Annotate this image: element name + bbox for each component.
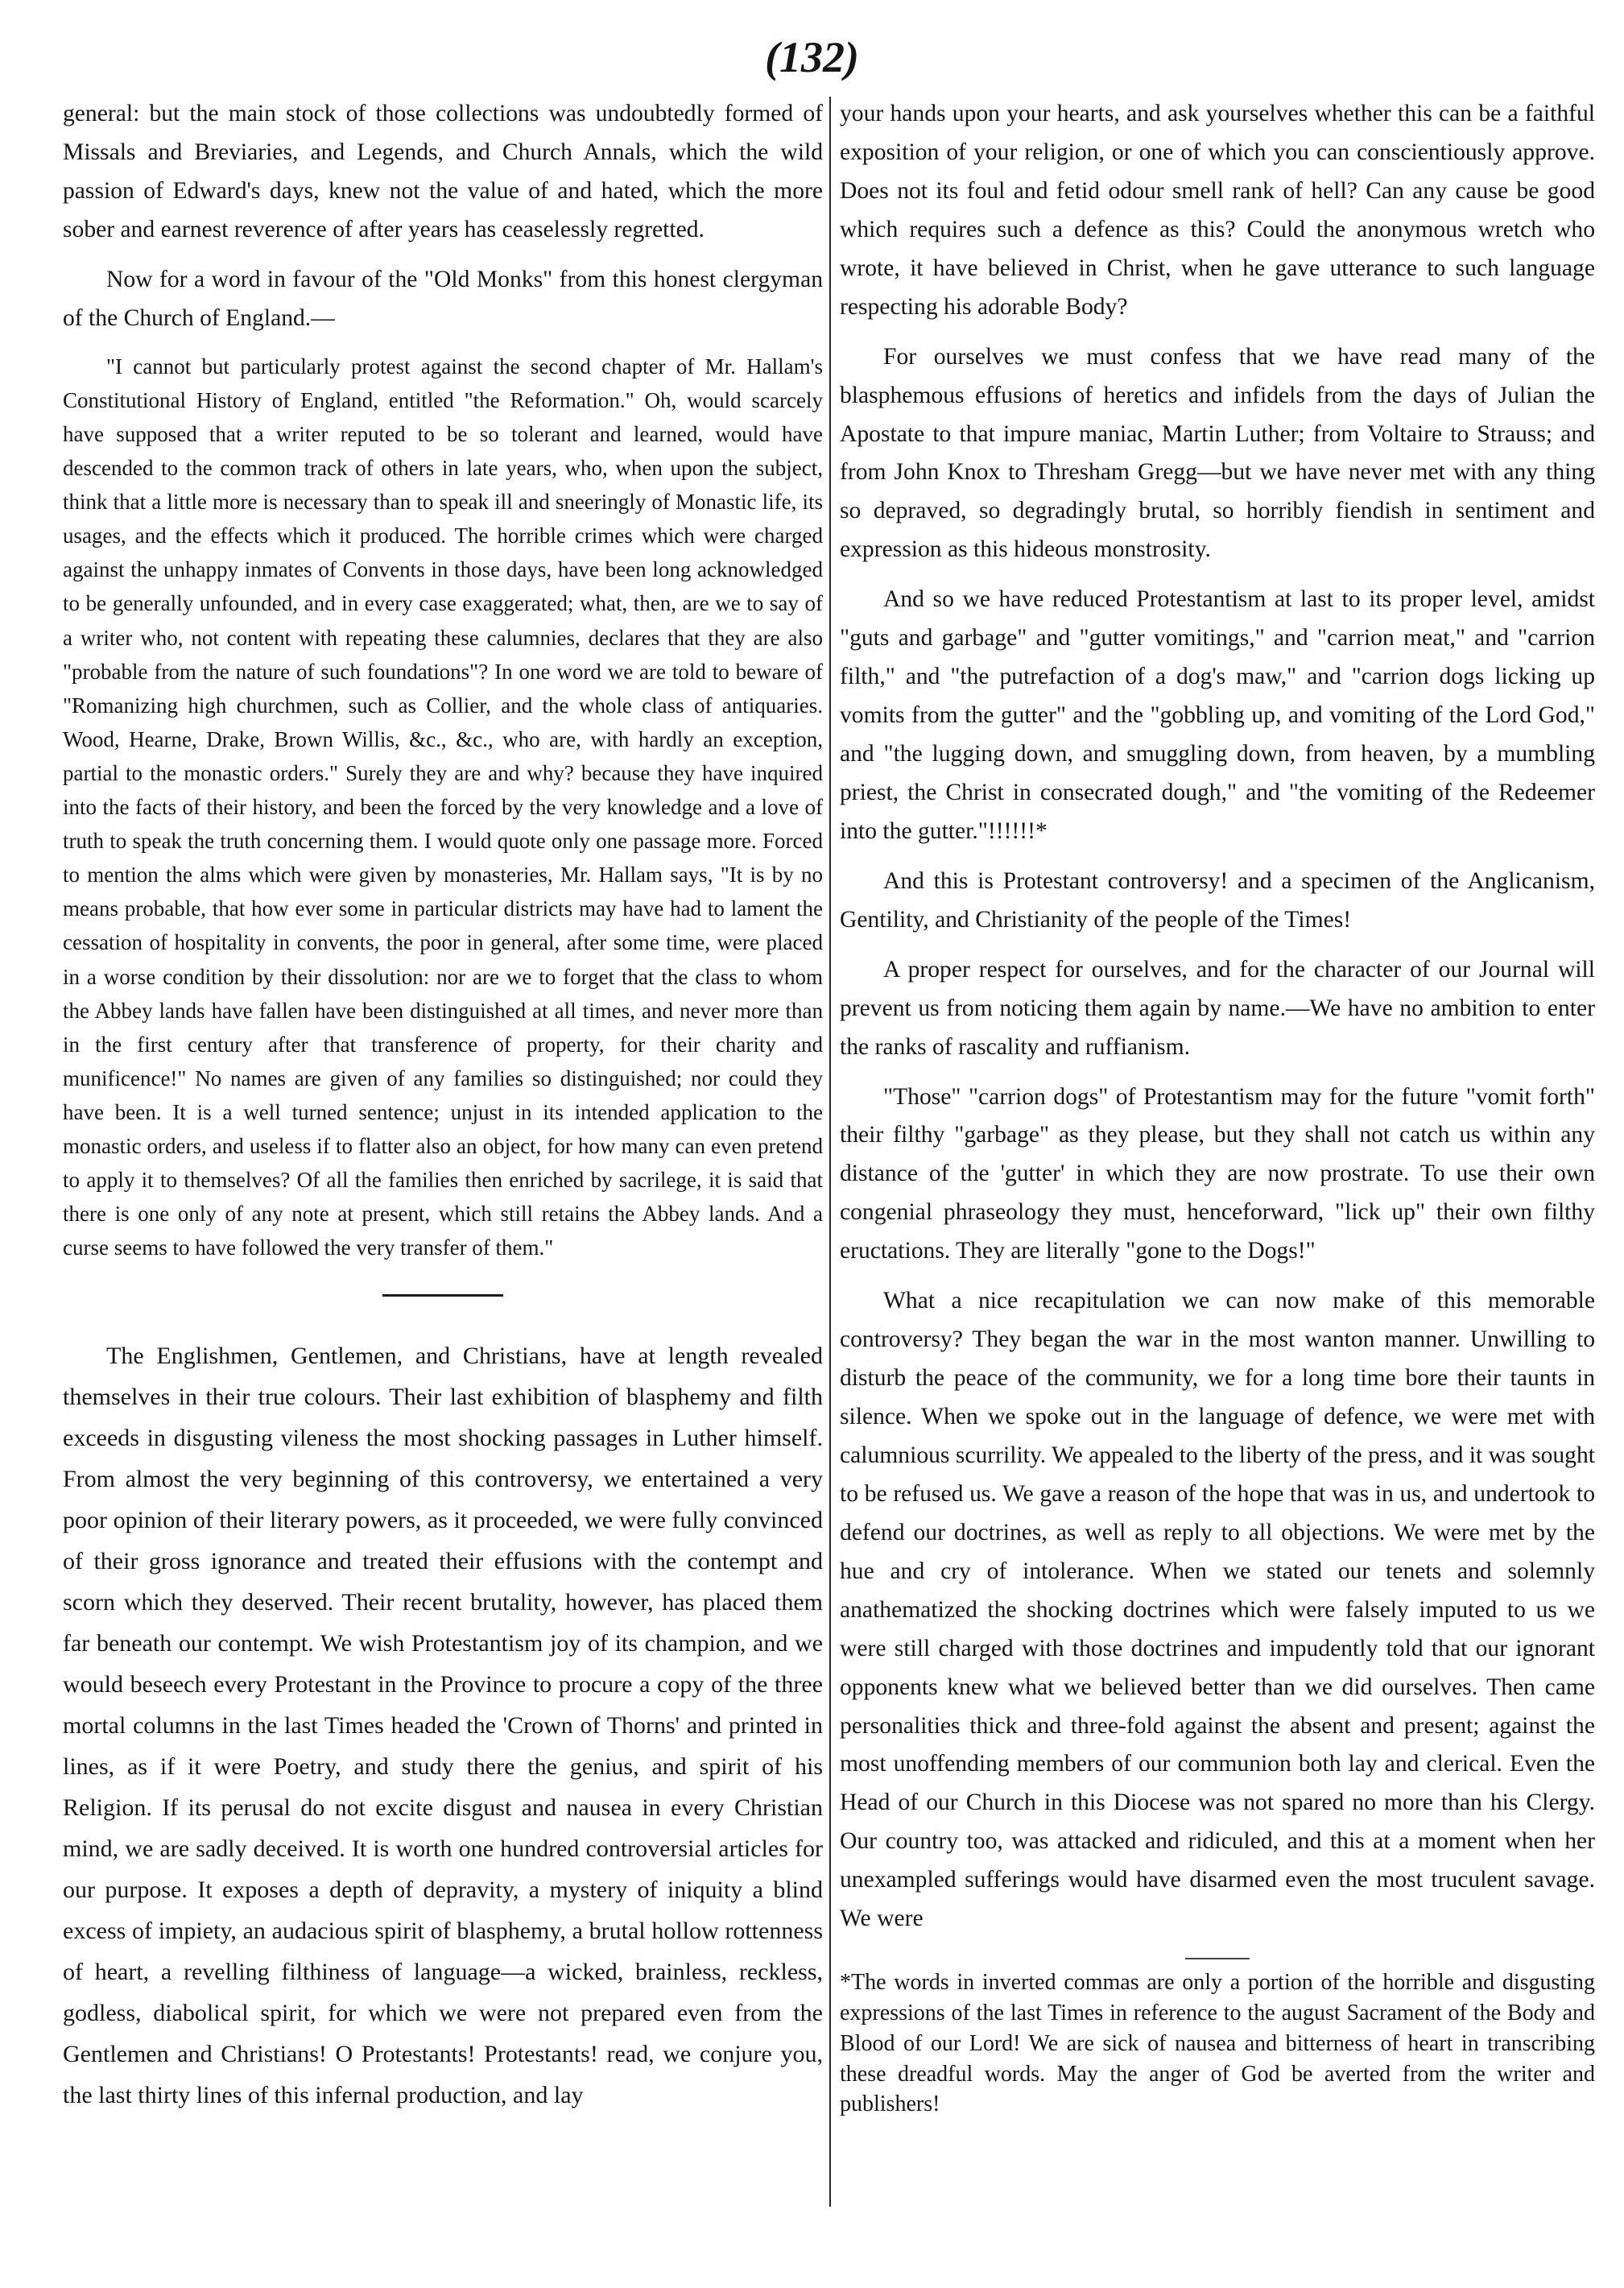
paragraph-carrion-dogs: "Those" "carrion dogs" of Protestantism may for the future "vomit forth" their filthy "garbage" as they please, but they shall not catch us within any distance of the 'gutter' in which they are now prostrate. To use their own congenial phraseology they must, henceforward, "lick up" their own filthy eructations. They are literally "gone to the Dogs!": [840, 1083, 1595, 1264]
paragraph-respect: A proper respect for ourselves, and for the character of our Journal will prevent us from noticing them again by name.—We have no ambition to enter the ranks of rascality and ruffianism.: [840, 956, 1595, 1060]
column-rule: [829, 97, 831, 2207]
article-paragraph: The Englishmen, Gentlemen, and Christians, have at length revealed themselves in their true colours. Their last exhibition of blasphemy and filth exceeds in disgusting vileness the most shocking passages in Luther himself. From almost the very beginning of this controversy, we entertained a very poor opinion of their literary powers, as it proceeded, we were fully convinced of their gross ignorance and treated their effusions with the contempt and scorn which they deserved. Their recent brutality, however, has placed them far beneath our contempt. We wish Protestantism joy of its champion, and we would beseech every Protestant in the Province to procure a copy of the three mortal columns in the last Times headed the 'Crown of Thorns' and printed in lines, as if it were Poetry, and study there the genius, and spirit of his Religion. If its perusal do not excite disgust and nausea in every Christian mind, we are sadly deceived. It is worth one hundred controversial articles for our purpose. It exposes a depth of depravity, a mystery of iniquity a blind excess of impiety, an audacious spirit of blasphemy, a brutal hollow rottenness of heart, a revelling filthiness of language—a wicked, brainless, reckless, godless, diabolical spirit, for which we were not prepared even from the Gentlemen and Christians! O Protestants! Protestants! read, we conjure you, the last thirty lines of this infernal production, and lay: [63, 1342, 823, 2108]
right-column: [840, 95, 1595, 2269]
intro-paragraph: Now for a word in favour of the "Old Monks" from this honest clergyman of the Church of England.—: [63, 266, 823, 331]
left-column: [63, 95, 823, 2269]
page-number: (132): [765, 33, 859, 81]
section-divider: [382, 1294, 503, 1297]
paragraph-controversy: And this is Protestant controversy! and a specimen of the Anglicanism, Gentility, and Christianity of the people of the Times!: [840, 867, 1595, 933]
paragraph-recapitulation: What a nice recapitulation we can now make of this memorable controversy? They began the war in the most wanton manner. Unwilling to disturb the peace of the community, we for a long time bore their taunts in silence. When we spoke out in the language of defence, we were met with calumnious scurrility. We appealed to the liberty of the press, and it was sought to be refused us. We gave a reason of the hope that was in us, and undertook to defend our doctrines, as well as reply to all objections. We were met by the hue and cry of intolerance. When we stated our tenets and solemnly anathematized the shocking doctrines which were falsely imputed to us we were still charged with those doctrines and impudently told that our ignorant opponents knew what we believed better than we did ourselves. Then came personalities thick and three-fold against the absent and present; against the most unoffending members of our communion both lay and clerical. Even the Head of our Church in this Diocese was not spared no more than his Clergy. Our country too, was attacked and ridiculed, and this at a moment when her unexampled sufferings would have disarmed even the most truculent savage. We were: [840, 1288, 1595, 1932]
footnote: *The words in inverted commas are only a portion of the horrible and disgusting expressions of the last Times in reference to the august Sacrament of the Body and Blood of our Lord! We are sick of nausea and bitterness of heart in transcribing these dreadful words. May the anger of God be averted from the writer and publishers!: [840, 1970, 1595, 2117]
continued-paragraph: your hands upon your hearts, and ask yourselves whether this can be a faithful exposition of your religion, or one of which you can conscientiously approve. Does not its foul and fetid odour smell rank of hell? Can any cause be good which requires such a defence as this? Could the anonymous wretch who wrote, it have believed in Christ, when he gave utterance to such language respecting his adorable Body?: [840, 101, 1595, 320]
paragraph-protestantism-level: And so we have reduced Protestantism at last to its proper level, amidst "guts and garbage" and "gutter vomitings," and "carrion meat," and "carrion filth," and "the putrefaction of a dog's maw," and "carrion dogs licking up vomits from the gutter" and the "gobbling up, and vomiting of the Lord God," and "the lugging down, and smuggling down, from heaven, by a mumbling priest, the Christ in consecrated dough," and "the vomiting of the Redeemer into the gutter."!!!!!!*: [840, 586, 1595, 844]
paragraph-blasphemies: For ourselves we must confess that we have read many of the blasphemous effusions of heretics and infidels from the days of Julian the Apostate to that impure maniac, Martin Luther; from Voltaire to Strauss; and from John Knox to Thresham Gregg—but we have never met with any thing so depraved, so degradingly brutal, so horribly fiendish in sentiment and expression as this hideous monstrosity.: [840, 343, 1595, 563]
quoted-passage: "I cannot but particularly protest against the second chapter of Mr. Hallam's Constitutional History of England, entitled "the Reformation." Oh, would scarcely have supposed that a writer reputed to be so tolerant and learned, would have descended to the common track of others in late years, who, when upon the subject, think that a little more is necessary than to speak ill and sneeringly of Monastic life, its usages, and the effects which it produced. The horrible crimes which were charged against the unhappy inmates of Convents in those days, have been long acknowledged to be generally unfounded, and in every case exaggerated; what, then, are we to say of a writer who, not content with repeating these calumnies, declares that they are also "probable from the nature of such foundations"? In one word we are told to beware of "Romanizing high churchmen, such as Collier, and the whole class of antiquaries. Wood, Hearne, Drake, Brown Willis, &c., &c., who are, with hardly an exception, partial to the monastic orders." Surely they are and why? because they have inquired into the facts of their history, and been the forced by the very knowledge and a love of truth to speak the truth concerning them. I would quote only one passage more. Forced to mention the alms which were given by monasteries, Mr. Hallam says, "It is by no means probable, that how ever some in particular districts may have had to lament the cessation of hospitality in convents, the poor in general, after some time, were placed in a worse condition by their dissolution: nor are we to forget that the class to whom the Abbey lands have fallen have been distinguished at all times, and never more than in the first century after that transference of property, for their charity and munificence!" No names are given of any families so distinguished; nor could they have been. It is a well turned sentence; unjust in its intended application to the monastic orders, and useless if to flatter also an object, for how many can even pretend to apply it to themselves? Of all the families then enriched by sacrilege, it is said that there is one only of any note at present, which still retains the Abbey lands. And a curse seems to have followed the very transfer of them.": [63, 354, 823, 1260]
opening-paragraph: general: but the main stock of those collections was undoubtedly formed of Missals and Breviaries, and Legends, and Church Annals, which the wild passion of Edward's days, knew not the value of and hated, which the more sober and earnest reverence of after years has ceaselessly regretted.: [63, 101, 823, 242]
footnote-divider: [1185, 1958, 1250, 1959]
